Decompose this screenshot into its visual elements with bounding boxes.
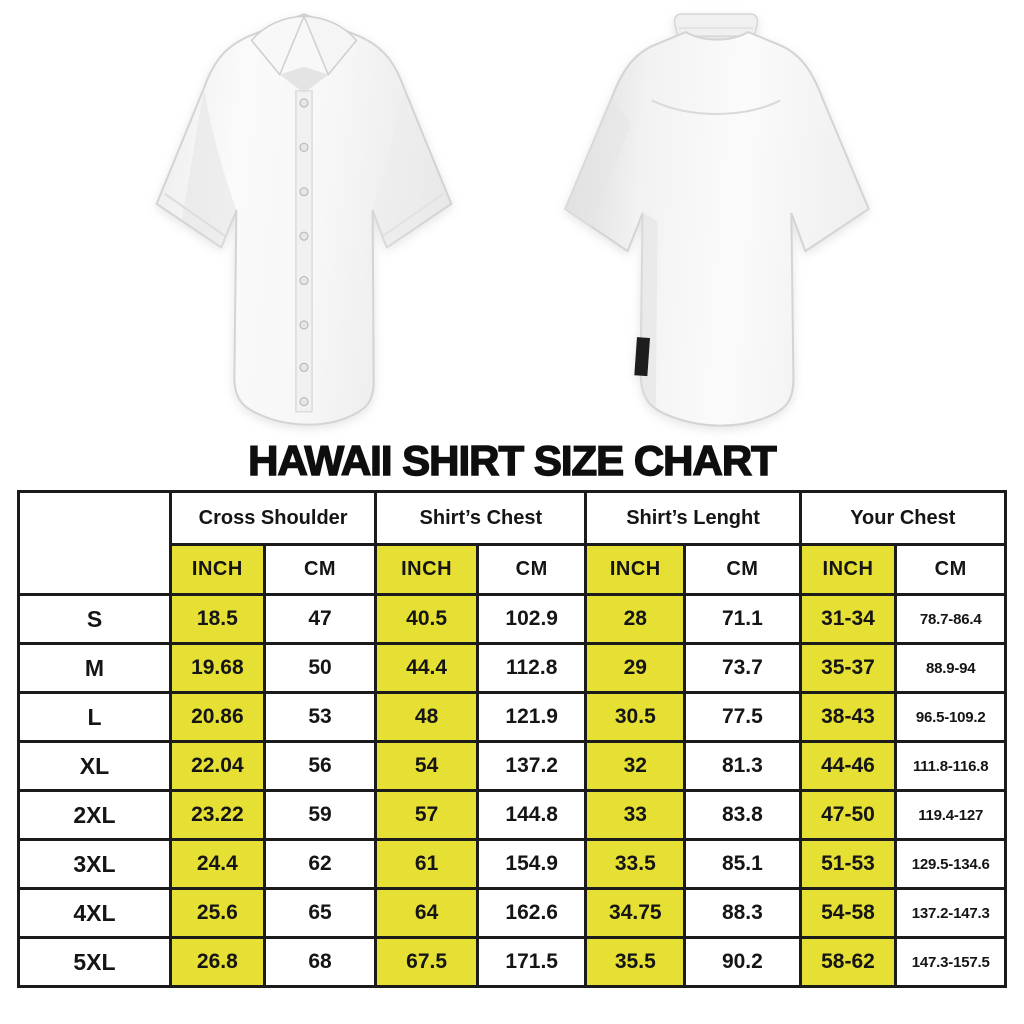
shirt-hem-tag (634, 337, 650, 376)
inch-value-cell: 44-46 (800, 742, 896, 791)
cm-value-cell: 144.8 (477, 791, 586, 840)
group-header-shirts-chest: Shirt’s Chest (376, 492, 586, 545)
shirt-back-image (538, 10, 894, 444)
unit-header-cm: CM (264, 545, 376, 595)
cm-value-cell: 112.8 (477, 644, 586, 693)
inch-value-cell: 35-37 (800, 644, 896, 693)
cm-value-cell: 62 (264, 840, 376, 889)
size-label-cell: XL (19, 742, 171, 791)
unit-header-inch: INCH (586, 545, 685, 595)
inch-value-cell: 18.5 (170, 595, 264, 644)
group-header-cross-shoulder: Cross Shoulder (170, 492, 375, 545)
cm-value-cell: 129.5-134.6 (896, 840, 1006, 889)
size-table-body (19, 595, 1006, 987)
table-row (19, 840, 1006, 889)
cm-value-cell: 137.2 (477, 742, 586, 791)
inch-value-cell: 54 (376, 742, 478, 791)
inch-value-cell: 61 (376, 840, 478, 889)
table-row (19, 889, 1006, 938)
inch-value-cell: 34.75 (586, 889, 685, 938)
cm-value-cell: 77.5 (685, 693, 800, 742)
inch-value-cell: 25.6 (170, 889, 264, 938)
cm-value-cell: 154.9 (477, 840, 586, 889)
table-row (19, 595, 1006, 644)
cm-value-cell: 47 (264, 595, 376, 644)
cm-value-cell: 88.3 (685, 889, 800, 938)
cm-value-cell: 68 (264, 938, 376, 987)
cm-value-cell: 162.6 (477, 889, 586, 938)
unit-header-cm: CM (896, 545, 1006, 595)
inch-value-cell: 57 (376, 791, 478, 840)
inch-value-cell: 51-53 (800, 840, 896, 889)
size-label-cell: 3XL (19, 840, 171, 889)
inch-value-cell: 30.5 (586, 693, 685, 742)
cm-value-cell: 88.9-94 (896, 644, 1006, 693)
shirt-front-image (126, 2, 482, 438)
table-row (19, 791, 1006, 840)
unit-header-cm: CM (477, 545, 586, 595)
size-label-cell: L (19, 693, 171, 742)
inch-value-cell: 54-58 (800, 889, 896, 938)
cm-value-cell: 119.4-127 (896, 791, 1006, 840)
unit-header-cm: CM (685, 545, 800, 595)
cm-value-cell: 59 (264, 791, 376, 840)
cm-value-cell: 121.9 (477, 693, 586, 742)
inch-value-cell: 23.22 (170, 791, 264, 840)
inch-value-cell: 24.4 (170, 840, 264, 889)
inch-value-cell: 22.04 (170, 742, 264, 791)
group-header-row (19, 492, 1006, 545)
page-title: HAWAII SHIRT SIZE CHART (248, 437, 776, 484)
inch-value-cell: 38-43 (800, 693, 896, 742)
group-header-your-chest: Your Chest (800, 492, 1005, 545)
cm-value-cell: 71.1 (685, 595, 800, 644)
inch-value-cell: 35.5 (586, 938, 685, 987)
inch-value-cell: 20.86 (170, 693, 264, 742)
cm-value-cell: 53 (264, 693, 376, 742)
inch-value-cell: 58-62 (800, 938, 896, 987)
table-row (19, 693, 1006, 742)
inch-value-cell: 19.68 (170, 644, 264, 693)
cm-value-cell: 50 (264, 644, 376, 693)
size-label-cell: 2XL (19, 791, 171, 840)
cm-value-cell: 147.3-157.5 (896, 938, 1006, 987)
inch-value-cell: 29 (586, 644, 685, 693)
cm-value-cell: 73.7 (685, 644, 800, 693)
inch-value-cell: 28 (586, 595, 685, 644)
table-row (19, 644, 1006, 693)
inch-value-cell: 67.5 (376, 938, 478, 987)
inch-value-cell: 26.8 (170, 938, 264, 987)
inch-value-cell: 64 (376, 889, 478, 938)
inch-value-cell: 48 (376, 693, 478, 742)
cm-value-cell: 65 (264, 889, 376, 938)
cm-value-cell: 171.5 (477, 938, 586, 987)
size-label-cell: 5XL (19, 938, 171, 987)
cm-value-cell: 90.2 (685, 938, 800, 987)
unit-header-inch: INCH (170, 545, 264, 595)
inch-value-cell: 44.4 (376, 644, 478, 693)
inch-value-cell: 33 (586, 791, 685, 840)
size-label-cell: S (19, 595, 171, 644)
table-row (19, 938, 1006, 987)
cm-value-cell: 85.1 (685, 840, 800, 889)
inch-value-cell: 31-34 (800, 595, 896, 644)
cm-value-cell: 111.8-116.8 (896, 742, 1006, 791)
cm-value-cell: 137.2-147.3 (896, 889, 1006, 938)
group-header-shirts-length: Shirt’s Lenght (586, 492, 800, 545)
table-row (19, 742, 1006, 791)
inch-value-cell: 47-50 (800, 791, 896, 840)
cm-value-cell: 56 (264, 742, 376, 791)
inch-value-cell: 32 (586, 742, 685, 791)
inch-value-cell: 33.5 (586, 840, 685, 889)
cm-value-cell: 81.3 (685, 742, 800, 791)
size-column-corner-cell (19, 492, 171, 595)
inch-value-cell: 40.5 (376, 595, 478, 644)
cm-value-cell: 96.5-109.2 (896, 693, 1006, 742)
size-chart (17, 490, 1007, 988)
cm-value-cell: 78.7-86.4 (896, 595, 1006, 644)
cm-value-cell: 102.9 (477, 595, 586, 644)
size-label-cell: 4XL (19, 889, 171, 938)
size-label-cell: M (19, 644, 171, 693)
unit-header-inch: INCH (376, 545, 478, 595)
unit-header-inch: INCH (800, 545, 896, 595)
size-table (17, 490, 1007, 988)
cm-value-cell: 83.8 (685, 791, 800, 840)
